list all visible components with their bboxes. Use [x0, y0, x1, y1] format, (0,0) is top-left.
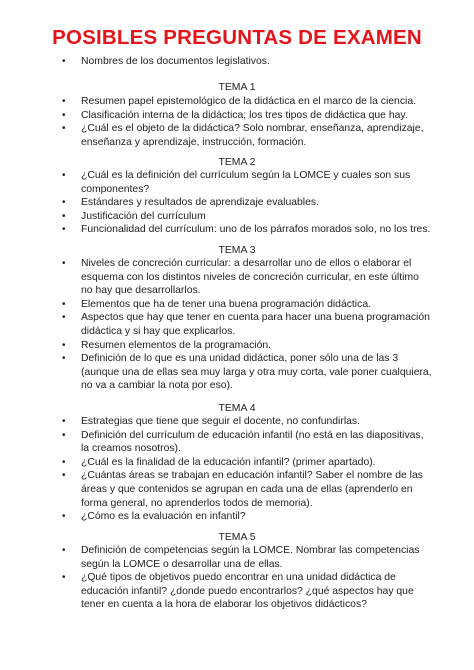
bullet-icon: •: [62, 429, 66, 441]
bullet-icon: •: [62, 456, 66, 468]
bullet-icon: •: [62, 353, 66, 365]
intro-list: [62, 55, 432, 69]
tema1-heading: TEMA 1: [218, 82, 256, 93]
bullet-icon: •: [62, 416, 66, 427]
tema3-heading: TEMA 3: [218, 245, 256, 256]
list-item: • ¿Cuántas áreas se trabajan en educación infantil? Saber el nombre de las áreas y que contenidos se agrupan en cada una de ellas (aprenderlo en forma general, no aprenderlos todos de memoria).: [62, 470, 423, 509]
bullet-icon: •: [62, 96, 66, 107]
list-item: • ¿Cuál es el objeto de la didáctica? Solo nombrar, enseñanza, aprendizaje, enseñanza y aprendizaje, instrucción, formación.: [62, 123, 424, 148]
tema5-heading: TEMA 5: [218, 532, 256, 543]
bullet-icon: •: [62, 170, 66, 181]
bullet-icon: •: [62, 298, 66, 310]
list-item: • ¿Cuál es la finalidad de la educación infantil? (primer apartado).: [62, 456, 376, 468]
tema4-heading: TEMA 4: [218, 403, 256, 414]
bullet-icon: •: [62, 109, 66, 121]
bullet-icon: •: [62, 258, 66, 269]
tema2-heading: TEMA 2: [218, 157, 256, 168]
list-item: • Aspectos que hay que tener en cuenta para hacer una buena programación didáctica y si hay que explicarlos.: [62, 312, 430, 337]
tema1-list: [62, 95, 432, 149]
bullet-icon: •: [62, 339, 66, 351]
list-item: • Funcionalidad del currículum: uno de los párrafos morados solo, no los tres.: [62, 224, 431, 236]
list-item: • Resumen elementos de la programación.: [62, 339, 272, 351]
list-item: • Definición de lo que es una unidad didáctica, poner sólo una de las 3 (aunque una de ellas sea muy larga y otra muy corta, vale poner cualquiera, no va a cambiar la nota por eso).: [62, 353, 432, 392]
list-item: • Estrategias que tiene que seguir el docente, no confundirlas.: [62, 416, 360, 427]
list-item: • ¿Cuál es la definición del currículum según la LOMCE y cuales son sus componentes?: [62, 170, 411, 195]
list-item: • Definición de competencias según la LOMCE. Nombrar las competencias según la LOMCE o desarrollar una de ellas.: [62, 545, 420, 570]
tema4-list: [62, 415, 432, 524]
list-item: • Elementos que ha de tener una buena programación didáctica.: [62, 298, 371, 310]
list-item: • ¿Cómo es la evaluación en infantil?: [62, 511, 246, 523]
tema5-list: [62, 544, 432, 612]
bullet-icon: •: [62, 545, 66, 556]
tema3-list: [62, 257, 432, 393]
list-item: • Nombres de los documentos legislativos.: [62, 56, 270, 67]
bullet-icon: •: [62, 224, 66, 236]
list-item: • Clasificación interna de la didáctica; los tres tipos de didáctica que hay.: [62, 109, 408, 121]
bullet-icon: •: [62, 197, 66, 209]
bullet-icon: •: [62, 511, 66, 523]
document-title: POSIBLES PREGUNTAS DE EXAMEN: [52, 26, 422, 49]
list-item: • Estándares y resultados de aprendizaje evaluables.: [62, 197, 319, 209]
bullet-icon: •: [62, 123, 66, 135]
list-item: • ¿Qué tipos de objetivos puedo encontrar en una unidad didáctica de educación infantil? ¿donde puedo encontrarlos? ¿qué aspectos hay que tener en cuenta a la hora de elaborar los objetivos didácticos?: [62, 572, 414, 611]
list-item: • Justificación del currículum: [62, 210, 206, 222]
list-item: • Definición del currículum de educación infantil (no está en las diapositivas, la creamos nosotros).: [62, 429, 424, 455]
tema2-list: [62, 169, 432, 237]
bullet-icon: •: [62, 56, 66, 67]
bullet-icon: •: [62, 210, 66, 222]
bullet-icon: •: [62, 470, 66, 482]
bullet-icon: •: [62, 312, 66, 324]
bullet-icon: •: [62, 572, 66, 584]
list-item: • Resumen papel epistemológico de la didáctica en el marco de la ciencia.: [62, 96, 417, 107]
list-item: • Niveles de concreción curricular: a desarrollar uno de ellos o elaborar el esquema con los distintos niveles de concreción curricular, en este último no hay que desarrollarlos.: [62, 258, 419, 297]
